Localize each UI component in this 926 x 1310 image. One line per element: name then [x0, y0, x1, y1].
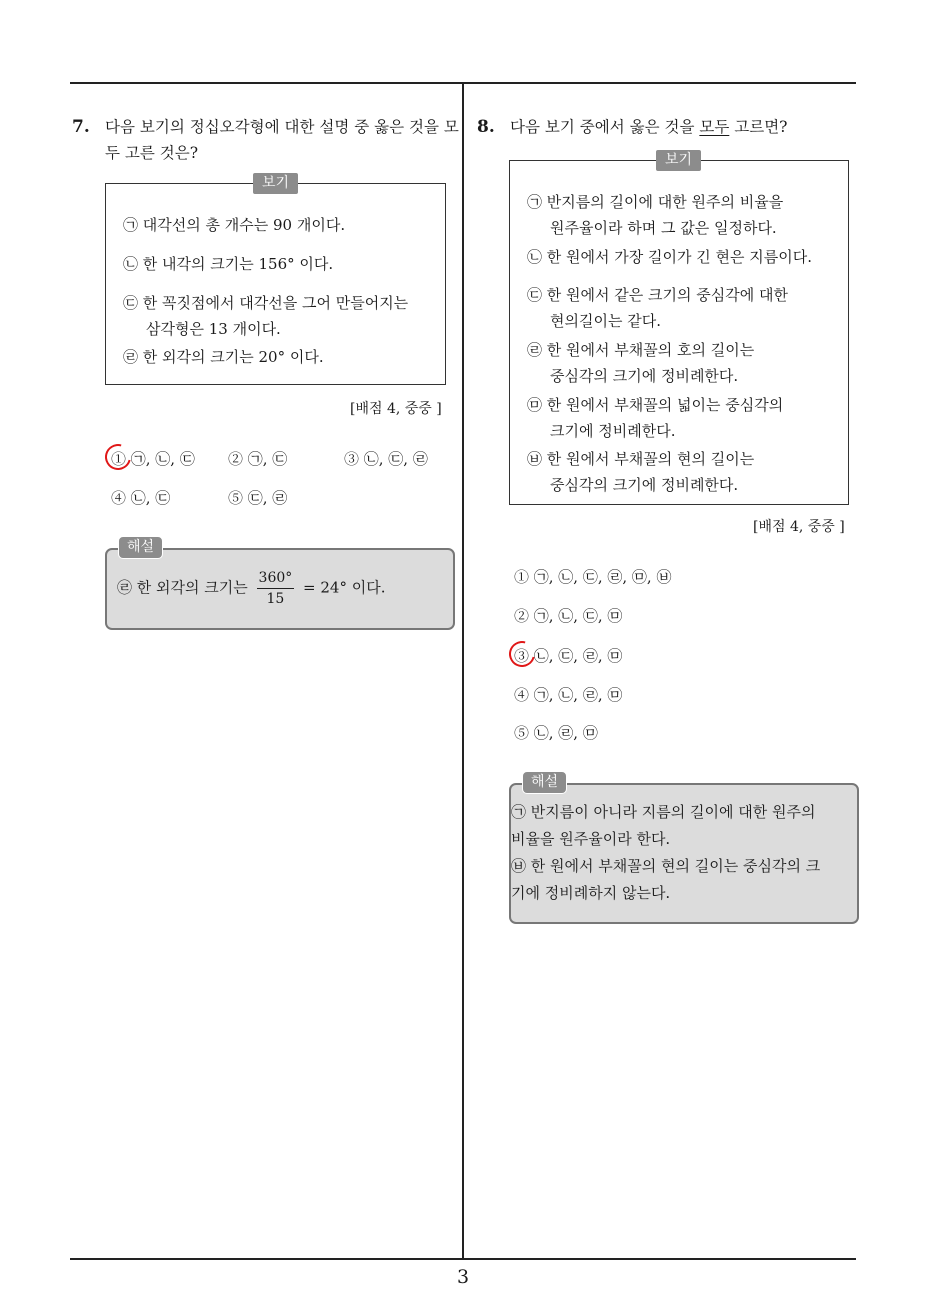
q7-solution-fraction: [257, 569, 295, 608]
q7-answer-mark: [100, 439, 136, 475]
bottom-rule: [70, 1258, 856, 1260]
q8-question-before: 다음 보기 중에서 옳은 것을: [510, 118, 695, 136]
q7-choice-5[interactable]: ⑤ ㉢, ㉣: [228, 489, 288, 507]
q8-bogi-label: 보기: [656, 150, 701, 171]
q7-statement-c-cont: 삼각형은 13 개이다.: [146, 320, 281, 338]
q7-fraction-numerator: 360°: [257, 569, 295, 589]
column-divider: [462, 83, 464, 1259]
q7-fraction-denominator: 15: [266, 591, 285, 607]
q7-choice-2[interactable]: ② ㉠, ㉢: [228, 450, 288, 468]
q8-solution-label: 해설: [522, 771, 567, 794]
page-number: 3: [456, 1266, 470, 1288]
q8-choice-2[interactable]: ② ㉠, ㉡, ㉢, ㉤: [514, 607, 623, 625]
q7-solution-suffix: = 24° 이다.: [303, 578, 386, 597]
q7-score: [배점 4, 중중 ]: [350, 401, 442, 417]
q7-choice-3[interactable]: ③ ㉡, ㉢, ㉣: [344, 450, 428, 468]
q8-statement-e: ㉤ 한 원에서 부채꼴의 넓이는 중심각의: [527, 396, 784, 414]
q8-answer-mark: [504, 636, 540, 672]
q7-choice-1[interactable]: ① ㉠, ㉡, ㉢: [111, 450, 195, 468]
q8-statement-e-cont: 크기에 정비례한다.: [550, 422, 676, 440]
q7-statement-d: ㉣ 한 외각의 크기는 20° 이다.: [123, 348, 324, 366]
q8-choice-5[interactable]: ⑤ ㉡, ㉣, ㉤: [514, 724, 598, 742]
q7-choice-4[interactable]: ④ ㉡, ㉢: [111, 489, 171, 507]
q7-question-line1: 다음 보기의 정십오각형에 대한 설명 중 옳은 것을 모: [105, 118, 459, 136]
q8-score: [배점 4, 중중 ]: [753, 519, 845, 535]
q8-statement-a: ㉠ 반지름의 길이에 대한 원주의 비율을: [527, 193, 784, 211]
q8-statement-f: ㉥ 한 원에서 부채꼴의 현의 길이는: [527, 450, 755, 468]
q7-bogi-label: 보기: [253, 173, 298, 194]
q7-question: [105, 114, 457, 166]
q8-solution-line2: 비율을 원주율이라 한다.: [511, 830, 671, 848]
q8-statement-a-cont: 원주율이라 하며 그 값은 일정하다.: [550, 219, 777, 237]
q8-choice-4[interactable]: ④ ㉠, ㉡, ㉣, ㉤: [514, 686, 623, 704]
q8-statement-b: ㉡ 한 원에서 가장 길이가 긴 현은 지름이다.: [527, 248, 812, 266]
q7-statement-b: ㉡ 한 내각의 크기는 156° 이다.: [123, 255, 334, 273]
q8-question-underlined: 모두: [699, 118, 730, 136]
q8-statement-d: ㉣ 한 원에서 부채꼴의 호의 길이는: [527, 341, 755, 359]
q8-statement-f-cont: 중심각의 크기에 정비례한다.: [550, 476, 739, 494]
q8-choice-3[interactable]: ③ ㉡, ㉢, ㉣, ㉤: [514, 647, 623, 665]
q7-solution-prefix: ㉣ 한 외각의 크기는: [117, 578, 248, 597]
q8-solution-line4: 기에 정비례하지 않는다.: [511, 884, 671, 902]
q8-solution-text: [511, 799, 820, 907]
q7-statement-c: ㉢ 한 꼭짓점에서 대각선을 그어 만들어지는: [123, 294, 409, 312]
q7-statement-a: ㉠ 대각선의 총 개수는 90 개이다.: [123, 216, 346, 234]
q8-statement-d-cont: 중심각의 크기에 정비례한다.: [550, 367, 739, 385]
q7-solution-text: [117, 569, 386, 608]
q7-solution-label: 해설: [118, 536, 163, 559]
q8-statement-c-cont: 현의길이는 같다.: [550, 312, 661, 330]
q7-number: 7.: [72, 117, 90, 137]
q8-question-after: 고르면?: [734, 118, 788, 136]
q7-question-line2: 두 고른 것은?: [105, 144, 199, 162]
q8-solution-line3: ㉥ 한 원에서 부채꼴의 현의 길이는 중심각의 크: [511, 857, 821, 875]
q8-number: 8.: [477, 117, 495, 137]
q8-question: [510, 114, 787, 140]
q8-statement-c: ㉢ 한 원에서 같은 크기의 중심각에 대한: [527, 286, 788, 304]
q8-solution-line1: ㉠ 반지름이 아니라 지름의 길이에 대한 원주의: [511, 803, 816, 821]
q8-choice-1[interactable]: ① ㉠, ㉡, ㉢, ㉣, ㉤, ㉥: [514, 568, 672, 586]
